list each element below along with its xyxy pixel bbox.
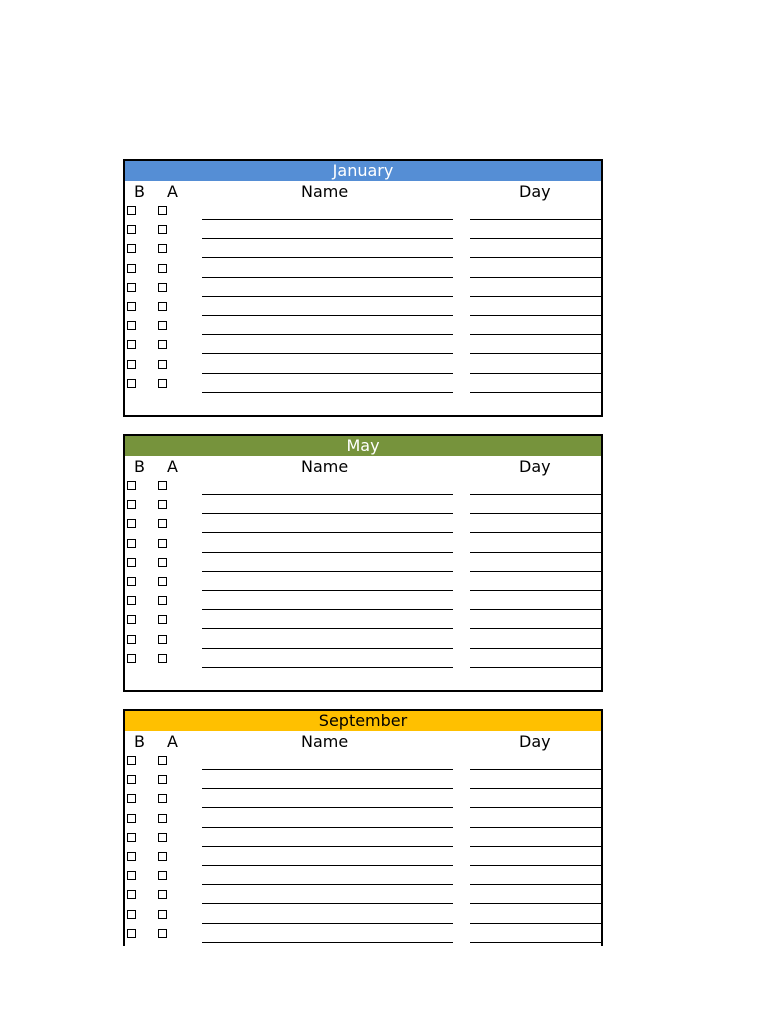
entry-row: [125, 751, 601, 770]
entry-row: [125, 572, 601, 591]
b-checkbox[interactable]: [127, 852, 136, 861]
a-checkbox[interactable]: [158, 379, 167, 388]
entry-rows: [125, 201, 601, 393]
entry-row: [125, 610, 601, 629]
a-checkbox[interactable]: [158, 775, 167, 784]
entry-row: [125, 885, 601, 904]
entry-row: [125, 495, 601, 514]
entry-row: [125, 924, 601, 943]
a-checkbox[interactable]: [158, 206, 167, 215]
column-a-label: A: [167, 182, 178, 201]
a-checkbox[interactable]: [158, 577, 167, 586]
a-checkbox[interactable]: [158, 890, 167, 899]
entry-row: [125, 220, 601, 239]
a-checkbox[interactable]: [158, 794, 167, 803]
entry-row: [125, 278, 601, 297]
a-checkbox[interactable]: [158, 910, 167, 919]
entry-row: [125, 828, 601, 847]
b-checkbox[interactable]: [127, 635, 136, 644]
b-checkbox[interactable]: [127, 775, 136, 784]
b-checkbox[interactable]: [127, 302, 136, 311]
a-checkbox[interactable]: [158, 852, 167, 861]
b-checkbox[interactable]: [127, 244, 136, 253]
name-entry-line[interactable]: [202, 942, 453, 943]
a-checkbox[interactable]: [158, 635, 167, 644]
column-name-label: Name: [301, 182, 349, 201]
b-checkbox[interactable]: [127, 500, 136, 509]
january-block: [123, 159, 603, 417]
entry-row: [125, 847, 601, 866]
column-header: [125, 181, 601, 201]
entry-row: [125, 355, 601, 374]
b-checkbox[interactable]: [127, 340, 136, 349]
day-entry-line[interactable]: [470, 942, 601, 943]
a-checkbox[interactable]: [158, 264, 167, 273]
entry-row: [125, 553, 601, 572]
b-checkbox[interactable]: [127, 910, 136, 919]
month-title: September: [125, 711, 601, 731]
b-checkbox[interactable]: [127, 558, 136, 567]
entry-row: [125, 534, 601, 553]
month-title: May: [125, 436, 601, 456]
a-checkbox[interactable]: [158, 596, 167, 605]
a-checkbox[interactable]: [158, 340, 167, 349]
day-entry-line[interactable]: [470, 667, 601, 668]
column-a-label: A: [167, 732, 178, 751]
column-b-label: B: [134, 732, 145, 751]
a-checkbox[interactable]: [158, 756, 167, 765]
entry-rows: [125, 751, 601, 943]
a-checkbox[interactable]: [158, 500, 167, 509]
entry-row: [125, 809, 601, 828]
b-checkbox[interactable]: [127, 379, 136, 388]
entry-row: [125, 789, 601, 808]
entry-row: [125, 316, 601, 335]
a-checkbox[interactable]: [158, 519, 167, 528]
b-checkbox[interactable]: [127, 654, 136, 663]
entry-row: [125, 630, 601, 649]
b-checkbox[interactable]: [127, 539, 136, 548]
b-checkbox[interactable]: [127, 794, 136, 803]
a-checkbox[interactable]: [158, 929, 167, 938]
b-checkbox[interactable]: [127, 833, 136, 842]
b-checkbox[interactable]: [127, 871, 136, 880]
b-checkbox[interactable]: [127, 225, 136, 234]
b-checkbox[interactable]: [127, 577, 136, 586]
column-name-label: Name: [301, 732, 349, 751]
a-checkbox[interactable]: [158, 481, 167, 490]
name-entry-line[interactable]: [202, 667, 453, 668]
b-checkbox[interactable]: [127, 283, 136, 292]
a-checkbox[interactable]: [158, 244, 167, 253]
b-checkbox[interactable]: [127, 321, 136, 330]
b-checkbox[interactable]: [127, 360, 136, 369]
b-checkbox[interactable]: [127, 756, 136, 765]
b-checkbox[interactable]: [127, 814, 136, 823]
entry-row: [125, 649, 601, 668]
column-day-label: Day: [519, 182, 551, 201]
entry-row: [125, 591, 601, 610]
a-checkbox[interactable]: [158, 814, 167, 823]
a-checkbox[interactable]: [158, 833, 167, 842]
column-day-label: Day: [519, 457, 551, 476]
a-checkbox[interactable]: [158, 283, 167, 292]
column-header: [125, 731, 601, 751]
b-checkbox[interactable]: [127, 481, 136, 490]
b-checkbox[interactable]: [127, 890, 136, 899]
may-block: [123, 434, 603, 692]
a-checkbox[interactable]: [158, 302, 167, 311]
entry-row: [125, 905, 601, 924]
column-header: [125, 456, 601, 476]
b-checkbox[interactable]: [127, 615, 136, 624]
month-title: January: [125, 161, 601, 181]
entry-rows: [125, 476, 601, 668]
entry-row: [125, 476, 601, 495]
entry-row: [125, 297, 601, 316]
column-a-label: A: [167, 457, 178, 476]
column-b-label: B: [134, 182, 145, 201]
a-checkbox[interactable]: [158, 360, 167, 369]
a-checkbox[interactable]: [158, 321, 167, 330]
entry-row: [125, 259, 601, 278]
a-checkbox[interactable]: [158, 558, 167, 567]
a-checkbox[interactable]: [158, 615, 167, 624]
entry-row: [125, 866, 601, 885]
name-entry-line[interactable]: [202, 392, 453, 393]
a-checkbox[interactable]: [158, 225, 167, 234]
column-b-label: B: [134, 457, 145, 476]
entry-row: [125, 374, 601, 393]
column-day-label: Day: [519, 732, 551, 751]
b-checkbox[interactable]: [127, 206, 136, 215]
entry-row: [125, 201, 601, 220]
september-block: [123, 709, 603, 946]
b-checkbox[interactable]: [127, 596, 136, 605]
entry-row: [125, 335, 601, 354]
b-checkbox[interactable]: [127, 929, 136, 938]
b-checkbox[interactable]: [127, 519, 136, 528]
day-entry-line[interactable]: [470, 392, 601, 393]
entry-row: [125, 514, 601, 533]
entry-row: [125, 239, 601, 258]
b-checkbox[interactable]: [127, 264, 136, 273]
a-checkbox[interactable]: [158, 871, 167, 880]
entry-row: [125, 770, 601, 789]
a-checkbox[interactable]: [158, 654, 167, 663]
column-name-label: Name: [301, 457, 349, 476]
a-checkbox[interactable]: [158, 539, 167, 548]
